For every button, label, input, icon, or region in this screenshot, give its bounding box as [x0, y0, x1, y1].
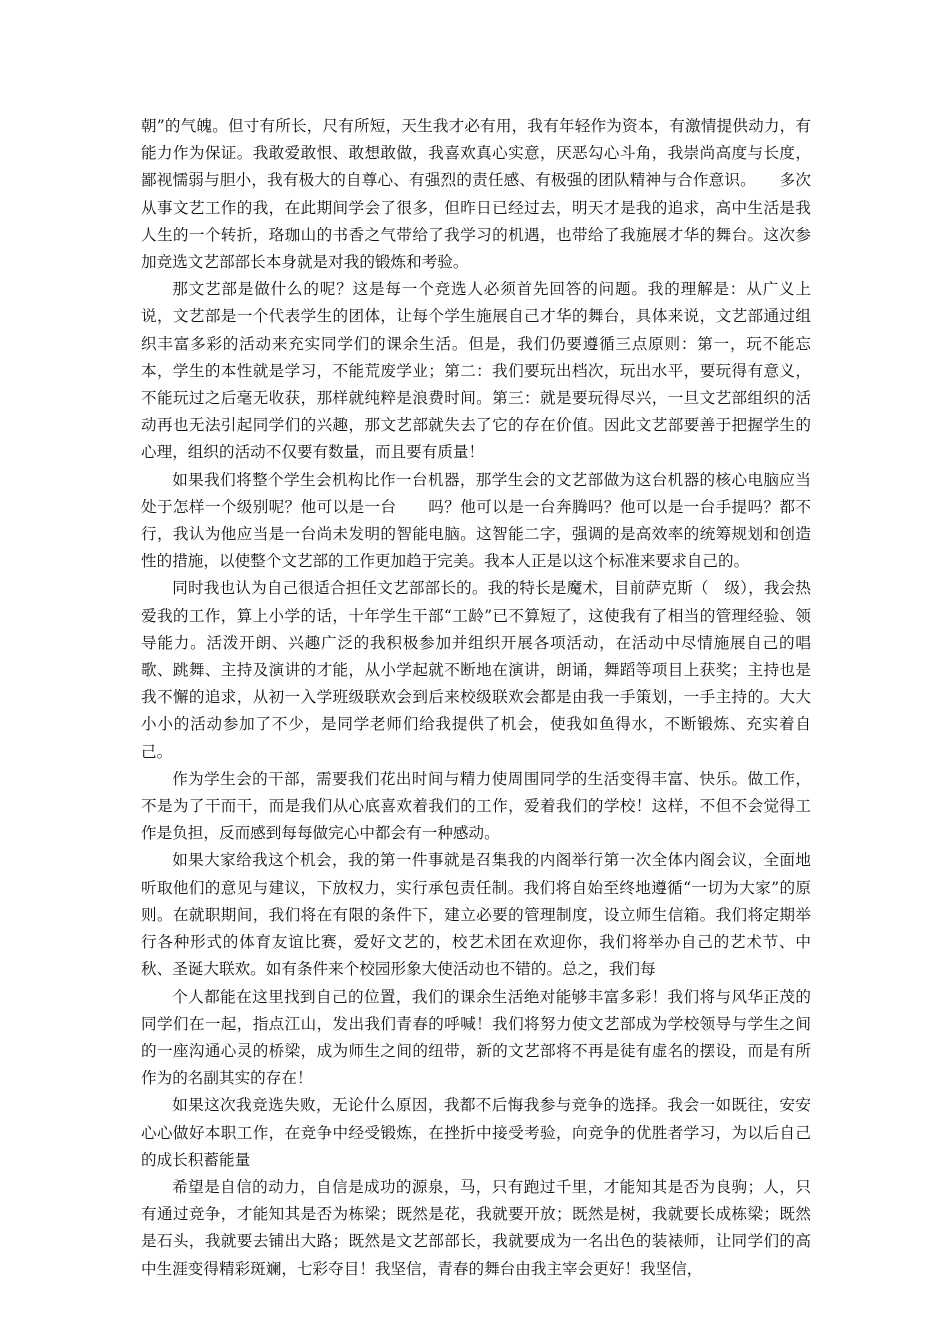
- document-page: [141, 113, 811, 1283]
- paragraph-2: 那文艺部是做什么的呢？这是每一个竞选人必须首先回答的问题。我的理解是：从广义上说，文艺部是一个代表学生的团体，让每个学生施展自己才华的舞台，具体来说，文艺部通过组织丰富多彩的活动来充实同学们的课余生活。但是，我们仍要遵循三点原则：第一，玩不能忘本，学生的本性就是学习，不能荒废学业；第二：我们要玩出档次，玩出水平，要玩得有意义，不能玩过之后毫无收获，那样就纯粹是浪费时间。第三：就是要玩得尽兴，一旦文艺部组织的活动再也无法引起同学们的兴趣，那文艺部就失去了它的存在价值。因此文艺部要善于把握学生的心理，组织的活动不仅要有数量，而且要有质量！: [141, 280, 811, 462]
- paragraph-6: 如果大家给我这个机会，我的第一件事就是召集我的内阁举行第一次全体内阁会议，全面地听取他们的意见与建议，下放权力，实行承包责任制。我们将自始至终地遵循“一切为大家”的原则。在就职期间，我们将在有限的条件下，建立必要的管理制度，设立师生信箱。我们将定期举行各种形式的体育友谊比赛，爱好文艺的，校艺术团在欢迎你，我们将举办自己的艺术节、中秋、圣诞大联欢。如有条件来个校园形象大使活动也不错的。总之，我们每: [141, 851, 811, 979]
- paragraph-7: 个人都能在这里找到自己的位置，我们的课余生活绝对能够丰富多彩！我们将与风华正茂的同学们在一起，指点江山，发出我们青春的呼喊！我们将努力使文艺部成为学校领导与学生之间的一座沟通心灵的桥梁，成为师生之间的纽带，新的文艺部将不再是徒有虚名的摆设，而是有所作为的名副其实的存在！: [141, 987, 811, 1088]
- paragraph-1: 朝”的气魄。但寸有所长，尺有所短，天生我才必有用，我有年轻作为资本，有激情提供动力，有能力作为保证。我敢爱敢恨、敢想敢做，我喜欢真心实意，厌恶勾心斗角，我崇尚高度与长度，鄙视懦弱与胆小，我有极大的自尊心、有强烈的责任感、有极强的团队精神与合作意识。 多次从事文艺工作的我，在此期间学会了很多，但昨日已经过去，明天才是我的追求，高中生活是我人生的一个转折，珞珈山的书香之气带给了我学习的机遇，也带给了我施展才华的舞台。这次参加竞选文艺部部长本身就是对我的锻炼和考验。: [141, 117, 811, 272]
- paragraph-5: 作为学生会的干部，需要我们花出时间与精力使周围同学的生活变得丰富、快乐。做工作，不是为了干而干，而是我们从心底喜欢着我们的工作，爱着我们的学校！这样，不但不会觉得工作是负担，反而感到每每做完心中都会有一种感动。: [141, 769, 811, 843]
- paragraph-3: 如果我们将整个学生会机构比作一台机器，那学生会的文艺部做为这台机器的核心电脑应当处于怎样一个级别呢？他可以是一台 吗？他可以是一台奔腾吗？他可以是一台手提吗？都不行，我认为他应当是一台尚未发明的智能电脑。这智能二字，强调的是高效率的统筹规划和创造性的措施，以使整个文艺部的工作更加趋于完美。我本人正是以这个标准来要求自己的。: [141, 470, 811, 571]
- paragraph-4: 同时我也认为自己很适合担任文艺部部长的。我的特长是魔术，目前萨克斯（ 级），我会热爱我的工作，算上小学的话，十年学生干部“工龄”已不算短了，这使我有了相当的管理经验、领导能力。活泼开朗、兴趣广泛的我积极参加并组织开展各项活动，在活动中尽情施展自己的唱歌、跳舞、主持及演讲的才能，从小学起就不断地在演讲，朗诵，舞蹈等项目上获奖；主持也是我不懈的追求，从初一入学班级联欢会到后来校级联欢会都是由我一手策划，一手主持的。大大小小的活动参加了不少，是同学老师们给我提供了机会，使我如鱼得水，不断锻炼、充实着自己。: [141, 579, 811, 761]
- paragraph-8: 如果这次我竞选失败，无论什么原因，我都不后悔我参与竞争的选择。我会一如既往，安安心心做好本职工作，在竞争中经受锻炼，在挫折中接受考验，向竞争的优胜者学习，为以后自己的成长积蓄能量: [141, 1096, 811, 1169]
- paragraph-9: 希望是自信的动力，自信是成功的源泉，马，只有跑过千里，才能知其是否为良驹；人，只有通过竞争，才能知其是否为栋梁；既然是花，我就要开放；既然是树，我就要长成栋梁；既然是石头，我就要去铺出大路；既然是文艺部部长，我就要成为一名出色的装裱师，让同学们的高中生涯变得精彩斑斓，七彩夺目！我坚信，青春的舞台由我主宰会更好！我坚信，: [141, 1177, 811, 1278]
